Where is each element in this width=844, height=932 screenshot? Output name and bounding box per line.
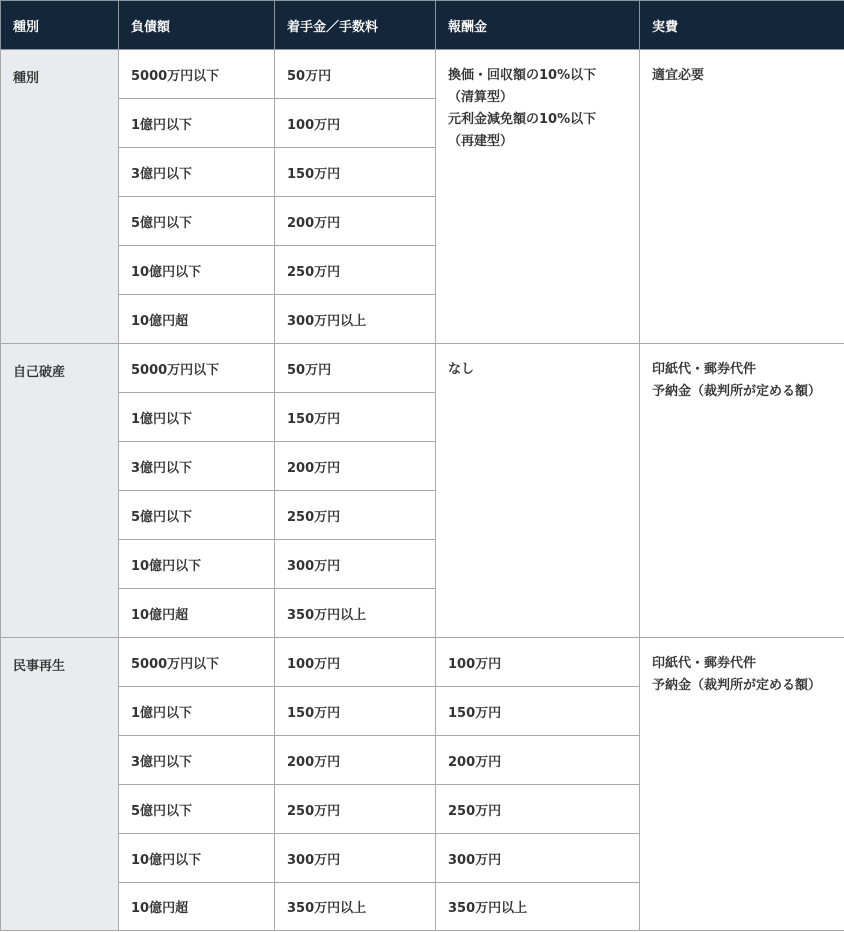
type-cell-group-general: 種別 [1,50,119,344]
type-cell-group-bankruptcy: 自己破産 [1,344,119,638]
reward-cell: 350万円以上 [436,883,640,931]
debt-cell: 1億円以下 [119,99,275,148]
reward-cell: 200万円 [436,736,640,785]
header-expense: 実費 [640,1,844,50]
debt-cell: 10億円以下 [119,246,275,295]
expense-cell-line: 予納金（裁判所が定める額） [652,384,822,399]
reward-cell: 150万円 [436,687,640,736]
fee-cell: 350万円以上 [275,589,436,638]
fee-cell: 250万円 [275,785,436,834]
reward-cell-line: （再建型） [448,134,514,149]
fee-cell: 150万円 [275,393,436,442]
debt-cell: 5000万円以下 [119,344,275,393]
debt-cell: 5000万円以下 [119,50,275,99]
fee-cell: 50万円 [275,50,436,99]
debt-cell: 10億円超 [119,589,275,638]
reward-cell: 250万円 [436,785,640,834]
table-row [1,344,844,393]
fee-cell: 100万円 [275,638,436,687]
fee-cell: 150万円 [275,148,436,197]
debt-cell: 3億円以下 [119,736,275,785]
debt-cell: 5億円以下 [119,491,275,540]
debt-cell: 5000万円以下 [119,638,275,687]
reward-cell [436,50,640,344]
fee-cell: 300万円 [275,834,436,883]
expense-cell [640,50,844,344]
table-body [1,50,844,931]
header-fee: 着手金／手数料 [275,1,436,50]
reward-cell: 100万円 [436,638,640,687]
table-row [1,638,844,687]
reward-cell [436,344,640,638]
expense-cell [640,344,844,638]
fee-cell: 200万円 [275,736,436,785]
debt-cell: 10億円以下 [119,540,275,589]
fee-cell: 250万円 [275,491,436,540]
fee-cell: 100万円 [275,99,436,148]
expense-cell-line: 印紙代・郵券代件 [652,656,757,671]
expense-cell-line: 印紙代・郵券代件 [652,362,757,377]
debt-cell: 5億円以下 [119,785,275,834]
fee-cell: 300万円以上 [275,295,436,344]
type-cell-group-civil-rehabilitation: 民事再生 [1,638,119,931]
debt-cell: 10億円超 [119,883,275,931]
debt-cell: 10億円超 [119,295,275,344]
debt-cell: 3億円以下 [119,442,275,491]
expense-cell [640,638,844,931]
reward-cell-line: （清算型） [448,90,514,105]
header-type: 種別 [1,1,119,50]
table-row [1,50,844,99]
fee-cell: 150万円 [275,687,436,736]
header-row [1,1,844,50]
debt-cell: 1億円以下 [119,687,275,736]
debt-cell: 1億円以下 [119,393,275,442]
fee-cell: 250万円 [275,246,436,295]
debt-cell: 3億円以下 [119,148,275,197]
header-reward: 報酬金 [436,1,640,50]
debt-cell: 5億円以下 [119,197,275,246]
reward-cell: 300万円 [436,834,640,883]
reward-cell-line: なし [448,362,475,377]
fee-cell: 300万円 [275,540,436,589]
fee-cell: 200万円 [275,442,436,491]
expense-cell-line: 適宜必要 [652,68,705,83]
fee-cell: 50万円 [275,344,436,393]
reward-cell-line: 元利金減免額の10%以下 [448,112,597,127]
fee-cell: 350万円以上 [275,883,436,931]
fee-cell: 200万円 [275,197,436,246]
reward-cell-line: 換価・回収額の10%以下 [448,68,597,83]
debt-cell: 10億円以下 [119,834,275,883]
expense-cell-line: 予納金（裁判所が定める額） [652,678,822,693]
header-debt: 負債額 [119,1,275,50]
